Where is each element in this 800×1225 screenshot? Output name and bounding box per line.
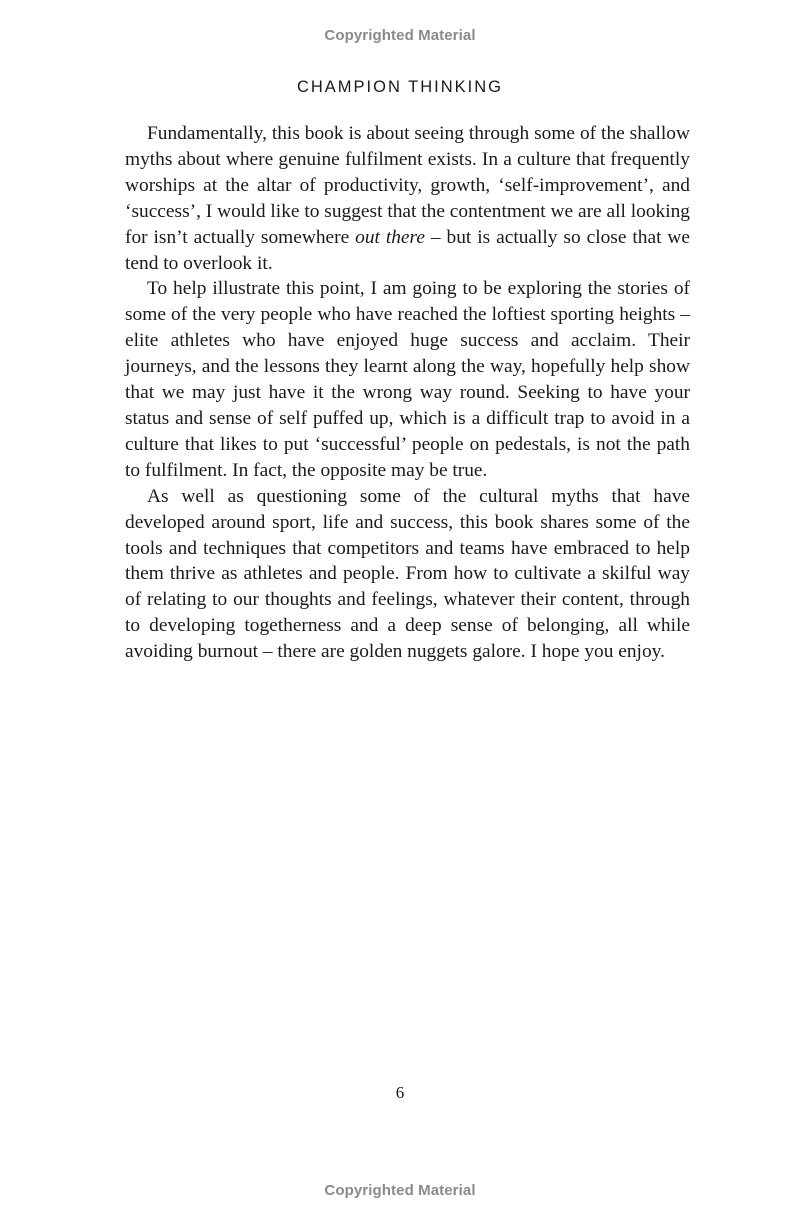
watermark-bottom: Copyrighted Material bbox=[324, 1182, 476, 1199]
page-number: 6 bbox=[395, 1083, 405, 1102]
paragraph-1-italic: out there bbox=[355, 226, 425, 248]
paragraph-1 bbox=[125, 121, 690, 276]
paragraph-1-text-end: – but is actually so close that we tend to overlook it. bbox=[125, 226, 690, 274]
paragraph-1-text: Fundamentally, this book is about seeing through some of the shallow myths about where genuine fulfilment exists. In a culture that frequently worships at the altar of productivity, growth, ‘self-improvement’, and ‘success’, I would like to suggest that the contentment we are all looking for isn’t actually somewhere bbox=[125, 123, 690, 248]
body-text bbox=[125, 121, 690, 665]
running-head: CHAMPION THINKING bbox=[296, 78, 504, 96]
watermark-top: Copyrighted Material bbox=[324, 27, 476, 44]
paragraph-2: To help illustrate this point, I am going to be exploring the stories of some of the very people who have reached the loftiest sporting heights – elite athletes who have enjoyed huge success and acclaim. Their journeys, and the lessons they learnt along the way, hopefully help show that we may just have it the wrong way round. Seeking to have your status and sense of self puffed up, which is a difficult trap to avoid in a culture that likes to put ‘successful’ people on pedestals, is not the path to fulfilment. In fact, the opposite may be true. bbox=[125, 278, 690, 481]
paragraph-3: As well as questioning some of the cultural myths that have developed around sport, life and success, this book shares some of the tools and techniques that competitors and teams have embraced to help them thrive as athletes and people. From how to cultivate a skilful way of relating to our thoughts and feelings, whatever their content, through to developing togetherness and a deep sense of belonging, all while avoiding burnout – there are golden nuggets galore. I hope you enjoy. bbox=[125, 485, 690, 663]
